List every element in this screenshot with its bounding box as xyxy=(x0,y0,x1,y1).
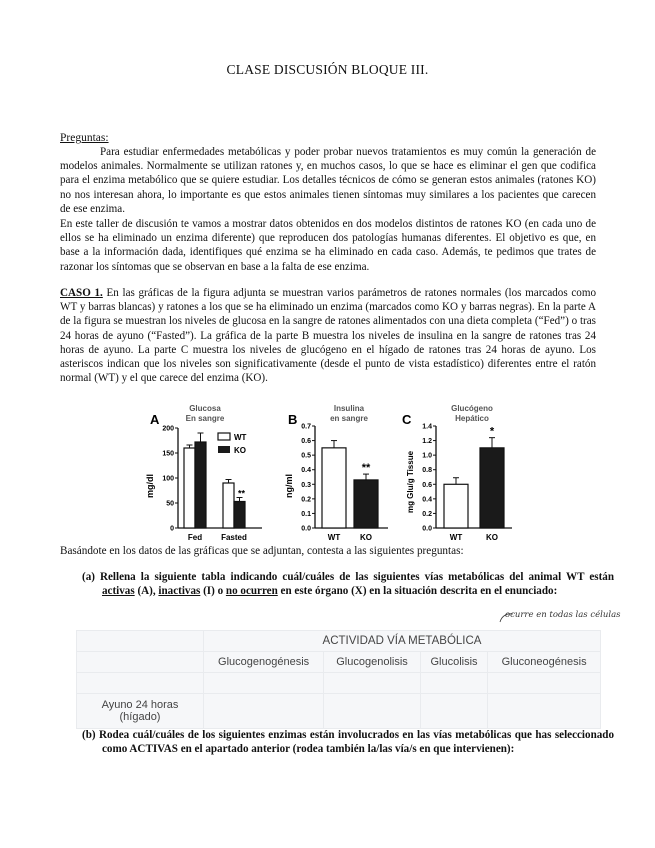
chart-a xyxy=(145,404,262,542)
question-a-text-4: en este órgano (X) en la situación descrita en el enunciado: xyxy=(277,585,558,597)
chart-a-y-tick-label: 50 xyxy=(166,500,174,508)
chart-c-panel-letter: C xyxy=(402,412,412,427)
row-label-ayuno xyxy=(77,694,204,729)
chart-a-title: Glucosa xyxy=(189,404,221,413)
chart-b-title: Insulina xyxy=(333,404,365,413)
table-spacer-cell xyxy=(77,673,204,694)
answer-cell-glucogenolisis[interactable] xyxy=(324,694,421,729)
answer-cell-glucolisis[interactable] xyxy=(420,694,487,729)
question-a-text-3: (I) o xyxy=(200,585,226,597)
instructions-line: Basándote en los datos de las gráficas que se adjuntan, contesta a las siguientes preguntas: xyxy=(60,545,464,557)
chart-c-subtitle: Hepático xyxy=(455,414,489,423)
chart-c-y-tick-label: 1.2 xyxy=(422,438,432,446)
chart-c xyxy=(402,404,512,542)
chart-b-y-tick-label: 0.3 xyxy=(301,481,311,489)
table-empty-cell xyxy=(77,652,204,673)
legend-wt-swatch xyxy=(218,433,230,440)
chart-b-y-tick-label: 0.4 xyxy=(301,467,311,475)
chart-c-y-tick-label: 0.4 xyxy=(422,496,432,504)
chart-b-y-tick-label: 0.5 xyxy=(301,452,311,460)
legend-ko-swatch xyxy=(218,446,230,453)
intro-paragraph-1: Para estudiar enfermedades metabólicas y poder probar nuevos tratamientos es muy común la generación de modelos animales. Normalmente se utilizan ratones y, en muchos casos, lo que se hace es eliminar el gen que codifica para el enzima metabólico que se quiere estudiar. Los detalles técnicos de cómo se generan estos animales (ratones KO) no nos interesan ahora, lo importante es que estos animales tienen síntomas muy similares a los pacientes que carecen de ese enzima. xyxy=(60,146,596,215)
legend-wt-label: WT xyxy=(234,433,247,442)
chart-c-ko-bar xyxy=(480,448,504,528)
chart-a-x-label: Fed xyxy=(187,533,203,542)
chart-a-y-tick-label: 200 xyxy=(162,425,174,433)
table-spacer-cell xyxy=(204,673,324,694)
chart-a-y-tick-label: 0 xyxy=(170,525,174,533)
chart-c-x-label: WT xyxy=(449,533,463,542)
chart-b xyxy=(284,404,388,542)
col-glucogenogenesis: Glucogenogénesis xyxy=(204,652,324,673)
chart-b-x-label: KO xyxy=(360,533,372,542)
chart-c-y-tick-label: 0.8 xyxy=(422,467,432,475)
chart-c-x-label: KO xyxy=(486,533,498,542)
col-gluconeogenesis: Gluconeogénesis xyxy=(488,652,601,673)
chart-a-ko-bar xyxy=(234,502,245,529)
row-label-line-2: (hígado) xyxy=(119,711,161,723)
chart-c-wt-bar xyxy=(444,484,468,528)
chart-b-plot xyxy=(301,424,388,543)
chart-a-wt-bar xyxy=(223,483,234,528)
question-a-inactivas: inactivas xyxy=(158,585,201,597)
table-spacer-cell xyxy=(420,673,487,694)
chart-b-wt-bar xyxy=(322,448,346,528)
caso1-text: En las gráficas de la figura adjunta se muestran varios parámetros de ratones normales (los marcados como WT y barras blancas) y ratones a los que se ha eliminado un enzima (marcados como KO y barras negras). En la parte A de la figura se muestran los niveles de glucosa en la sangre de ratones alimentados con una dieta completa (“Fed”) o tras 24 horas de ayuno (“Fasted”). La gráfica de la parte B muestra los niveles de insulina en la sangre de ratones tras 24 horas de ayuno. La parte C muestra los niveles de glucógeno en el hígado de ratones tras 24 horas de ayuno. Los asteriscos indican que los niveles son significativamente (desde el punto de vista estadístico) diferentes entre el ratón normal (WT) y el que carece del enzima (KO). xyxy=(60,287,596,385)
chart-c-y-tick-label: 0.0 xyxy=(422,525,432,533)
question-b: (b) Rodea cuál/cuáles de los siguientes enzimas están involucrados en las vías metabólicas que has seleccionado como ACTIVAS en el apartado anterior (rodea también la/las vía/s en que intervienen): xyxy=(82,729,614,755)
chart-a-significance: ** xyxy=(237,488,246,499)
chart-b-ko-bar xyxy=(354,480,378,528)
handwritten-note: ocurre en todas las células xyxy=(505,610,621,620)
chart-b-subtitle: en sangre xyxy=(330,414,368,423)
question-a-text-1: (a) Rellena la siguiente tabla indicando cuál/cuáles de las siguientes vías metabólicas del animal WT están xyxy=(82,571,614,583)
answer-cell-glucogenogenesis[interactable] xyxy=(204,694,324,729)
chart-c-y-tick-label: 0.6 xyxy=(422,481,432,489)
chart-b-y-tick-label: 0.6 xyxy=(301,438,311,446)
caso1-label: CASO 1. xyxy=(60,287,103,299)
chart-a-panel-letter: A xyxy=(150,412,160,427)
chart-c-plot xyxy=(422,424,512,543)
chart-b-y-tick-label: 0.0 xyxy=(301,525,311,533)
table-spacer-cell xyxy=(324,673,421,694)
chart-b-x-label: WT xyxy=(327,533,341,542)
col-glucogenolisis: Glucogenolisis xyxy=(324,652,421,673)
chart-a-plot xyxy=(162,426,262,543)
intro-paragraph-2: En este taller de discusión te vamos a mostrar datos obtenidos en dos modelos distintos de ratones KO (en cada uno de ellos se ha eliminado un enzima diferente) que reproducen dos patologías humanas diferentes. El objetivo es que, en base a la información dada, identifiques qué enzima se ha eliminado en cada caso. Además, te pedimos que trates de razonar los síntomas que se observan en base a la falta de ese enzima. xyxy=(60,218,596,273)
figure-charts xyxy=(140,400,530,546)
chart-c-y-tick-label: 1.4 xyxy=(422,423,432,431)
chart-b-panel-letter: B xyxy=(288,412,298,427)
legend-ko-label: KO xyxy=(234,446,246,455)
chart-a-wt-bar xyxy=(184,448,195,528)
chart-b-ylabel: ng/ml xyxy=(284,474,294,498)
preguntas-heading: Preguntas: xyxy=(60,132,109,144)
caso1-paragraph xyxy=(60,286,596,385)
table-header: ACTIVIDAD VÍA METABÓLICA xyxy=(204,631,601,652)
question-a-activas: activas xyxy=(102,585,135,597)
chart-a-x-label: Fasted xyxy=(221,533,247,542)
chart-c-title: Glucógeno xyxy=(451,404,493,413)
chart-b-y-tick-label: 0.2 xyxy=(301,496,311,504)
chart-b-y-tick-label: 0.7 xyxy=(301,423,311,431)
col-glucolisis: Glucolisis xyxy=(420,652,487,673)
row-label-line-1: Ayuno 24 horas xyxy=(101,699,179,711)
chart-a-ko-bar xyxy=(195,442,206,528)
table-corner-cell xyxy=(77,631,204,652)
chart-a-y-tick-label: 100 xyxy=(162,475,174,483)
chart-c-y-tick-label: 1.0 xyxy=(422,452,432,460)
question-a-no-ocurren: no ocurren xyxy=(225,585,278,597)
chart-c-significance: * xyxy=(489,425,495,438)
metabolic-activity-table xyxy=(76,630,601,729)
question-a-text-2: (A), xyxy=(134,585,159,597)
chart-a-ylabel: mg/dl xyxy=(145,474,155,498)
chart-b-significance: ** xyxy=(361,462,371,475)
question-a xyxy=(82,570,614,598)
answer-cell-gluconeogenesis[interactable] xyxy=(488,694,601,729)
chart-b-y-tick-label: 0.1 xyxy=(301,510,311,518)
table-spacer-cell xyxy=(488,673,601,694)
chart-c-y-tick-label: 0.2 xyxy=(422,510,432,518)
chart-a-subtitle: En sangre xyxy=(185,414,225,423)
chart-c-ylabel: mg Glu/g Tissue xyxy=(406,450,415,514)
chart-a-y-tick-label: 150 xyxy=(162,450,174,458)
page-title: CLASE DISCUSIÓN BLOQUE III. xyxy=(226,62,429,77)
